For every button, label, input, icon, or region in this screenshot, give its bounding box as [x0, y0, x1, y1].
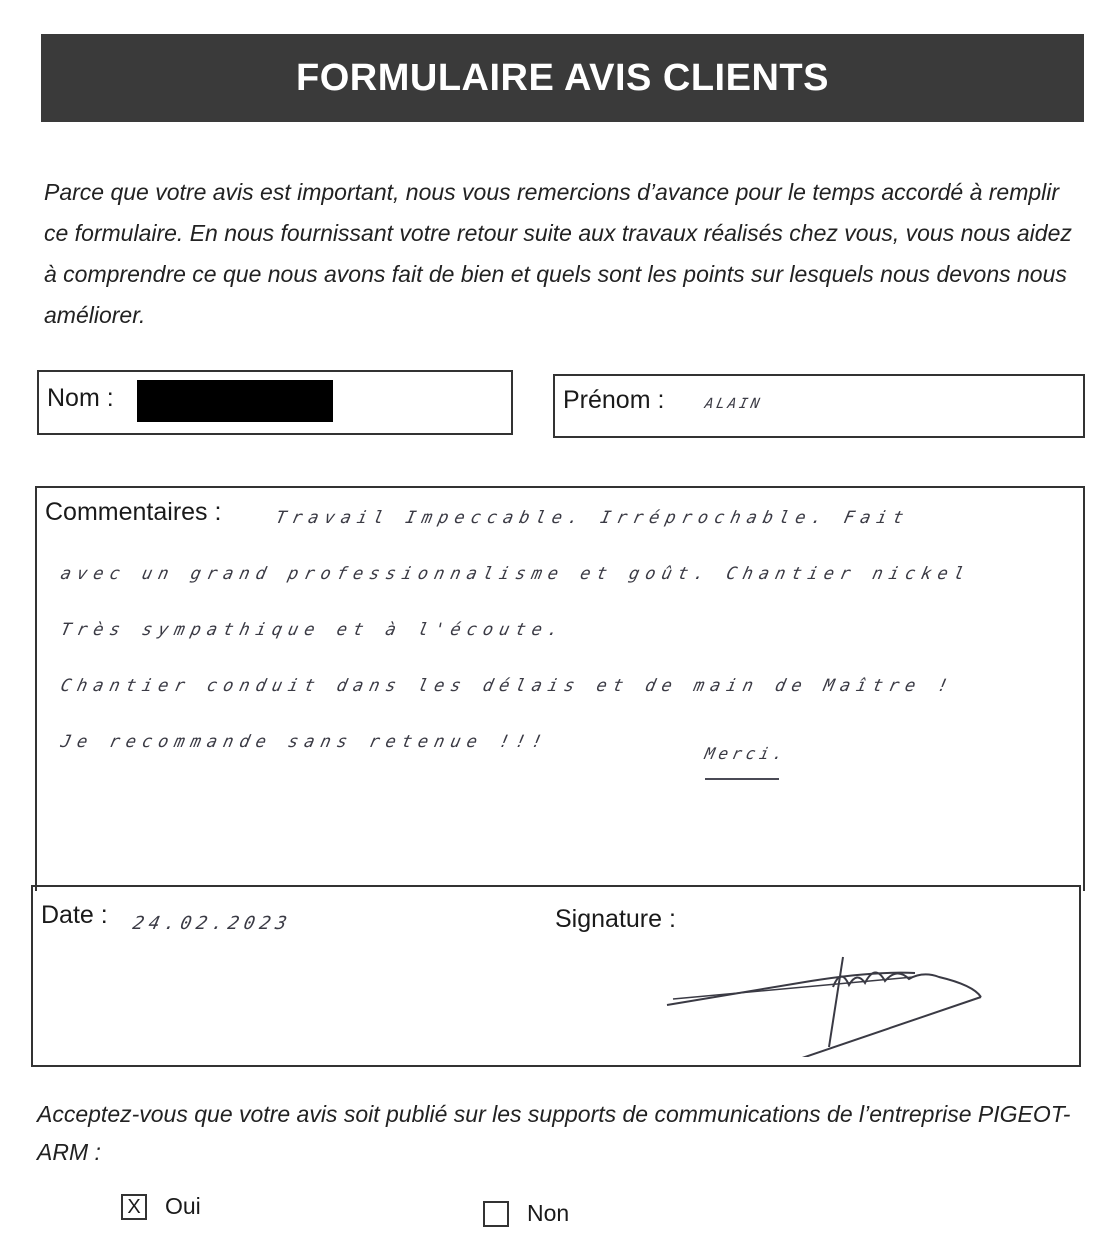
- handwritten-signature: [653, 927, 1033, 1057]
- non-label: Non: [527, 1200, 570, 1226]
- comment-line: Chantier conduit dans les délais et de main de Maître !: [58, 676, 956, 696]
- nom-field: [37, 370, 513, 435]
- consent-option-non[interactable]: [483, 1200, 569, 1227]
- comments-label: Commentaires :: [45, 498, 222, 526]
- comment-signoff: Merci.: [702, 744, 789, 763]
- intro-paragraph: Parce que votre avis est important, nous vous remercions d’avance pour le temps accordé à remplir ce formulaire. En nous fournissant votre retour suite aux travaux réalisés chez vous, vous nous aidez à comprendre ce que nous avons fait de bien et quels sont les points sur lesquels nous devons nous améliorer.: [44, 179, 1072, 328]
- prenom-handwritten-value: ALAIN: [703, 396, 764, 412]
- comment-line: Travail Impeccable. Irréprochable. Fait: [273, 508, 912, 528]
- oui-label: Oui: [165, 1193, 201, 1219]
- nom-label: Nom :: [47, 384, 114, 412]
- comment-line: Je recommande sans retenue !!!: [58, 732, 550, 752]
- form-title: FORMULAIRE AVIS CLIENTS: [296, 56, 829, 99]
- consent-question: Acceptez-vous que votre avis soit publié sur les supports de communications de l’entreprise PIGEOT-ARM :: [37, 1101, 1071, 1165]
- signature-label: Signature :: [555, 905, 676, 933]
- signoff-underline: [705, 778, 779, 780]
- consent-option-oui[interactable]: [121, 1193, 201, 1220]
- comments-field: [35, 486, 1085, 891]
- prenom-label: Prénom :: [563, 386, 665, 414]
- prenom-field: [553, 374, 1085, 438]
- comment-line: Très sympathique et à l'écoute.: [58, 620, 567, 640]
- form-header-banner: [41, 34, 1084, 122]
- oui-checkbox[interactable]: X: [121, 1194, 147, 1220]
- date-label: Date :: [41, 901, 108, 929]
- date-signature-field: [31, 885, 1081, 1067]
- non-checkbox[interactable]: [483, 1201, 509, 1227]
- date-handwritten-value: 24.02.2023: [130, 913, 294, 934]
- nom-redaction-bar: [137, 380, 333, 422]
- comment-line: avec un grand professionnalisme et goût. Chantier nickel: [58, 564, 973, 584]
- comments-handwritten-text: [57, 508, 1077, 788]
